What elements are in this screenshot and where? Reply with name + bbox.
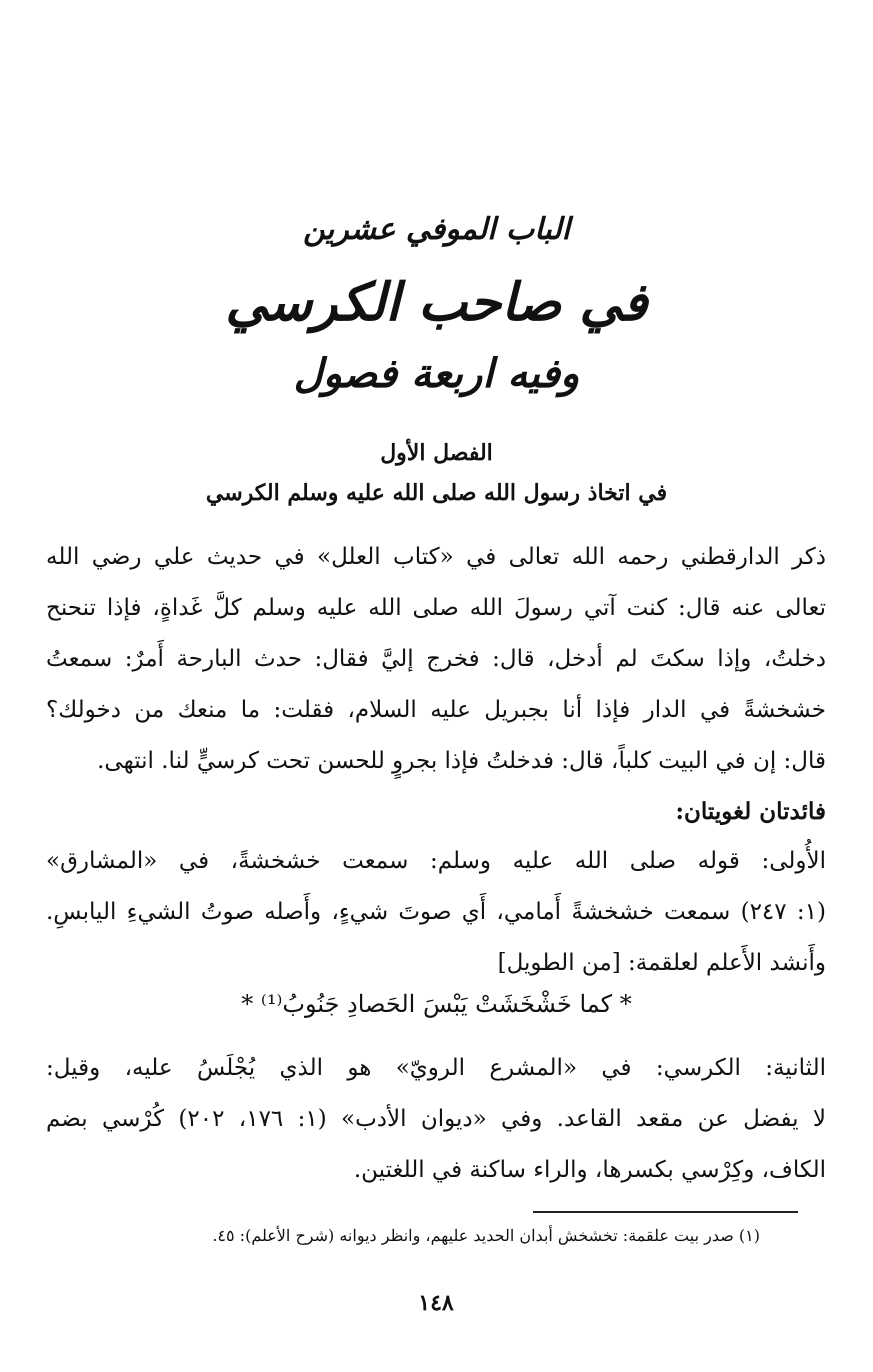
chapter-title: الباب الموفي عشرين: [303, 212, 570, 247]
paragraph-line: (١: ٢٤٧) سمعت خشخشةً أَمامي، أَي صوتَ شيءٍ، وأَصله صوتُ الشيءِ اليابسِ.: [46, 899, 826, 925]
poetry-verse: * كما خَشْخَشَتْ يَبْسَ الحَصادِ جَنُوبُ⁽¹⁾ *: [241, 990, 632, 1018]
paragraph-line: وأَنشد الأَعلم لعلقمة: [من الطويل]: [497, 950, 826, 976]
page-number: ١٤٨: [418, 1290, 454, 1316]
chapter-subject: في صاحب الكرسي: [225, 272, 648, 333]
paragraph-line: دخلتُ، وإذا سكتَ لم أدخل، قال: فخرج إليَّ فقال: حدث البارحة أَمرٌ: سمعتُ: [46, 646, 826, 672]
paragraph-line: خشخشةً في الدار فإذا أنا بجبريل عليه السلام، فقلت: ما منعك من دخولك؟: [46, 697, 826, 723]
paragraph-line: قال: إن في البيت كلباً، قال: فدخلتُ فإذا بجروٍ للحسن تحت كرسيٍّ لنا. انتهى.: [97, 748, 826, 774]
section-heading: الفصل الأول: [380, 440, 493, 466]
paragraph-line: الأُولى: قوله صلى الله عليه وسلم: سمعت خشخشةً، في «المشارق»: [46, 848, 826, 874]
footnote-divider: [533, 1211, 798, 1213]
benefits-heading: فائدتان لغويتان:: [675, 798, 826, 825]
section-subheading: في اتخاذ رسول الله صلى الله عليه وسلم الكرسي: [205, 480, 668, 506]
first-benefit-paragraph: [46, 836, 826, 989]
footnote: (١) صدر بيت علقمة: تخشخش أبدان الحديد عليهم، وانظر ديوانه (شرح الأعلم): ٤٥.: [212, 1226, 760, 1245]
hadith-paragraph: [46, 532, 826, 787]
paragraph-line: لا يفضل عن مقعد القاعد. وفي «ديوان الأدب» (١: ١٧٦، ٢٠٢) كُرْسي بضم: [46, 1106, 827, 1132]
paragraph-line: تعالى عنه قال: كنت آتي رسولَ الله صلى الله عليه وسلم كلَّ غَداةٍ، فإذا تنحنح: [46, 595, 826, 621]
paragraph-line: الكاف، وكِرْسي بكسرها، والراء ساكنة في اللغتين.: [353, 1157, 826, 1183]
benefits-heading-block: [46, 786, 826, 837]
paragraph-line: ذكر الدارقطني رحمه الله تعالى في «كتاب العلل» في حديث علي رضي الله: [46, 544, 826, 570]
chapter-sections-note: وفيه اربعة فصول: [293, 350, 580, 397]
paragraph-line: الثانية: الكرسي: في «المشرع الرويّ» هو الذي يُجْلَسُ عليه، وقيل:: [46, 1055, 826, 1081]
second-benefit-paragraph: [46, 1043, 826, 1196]
